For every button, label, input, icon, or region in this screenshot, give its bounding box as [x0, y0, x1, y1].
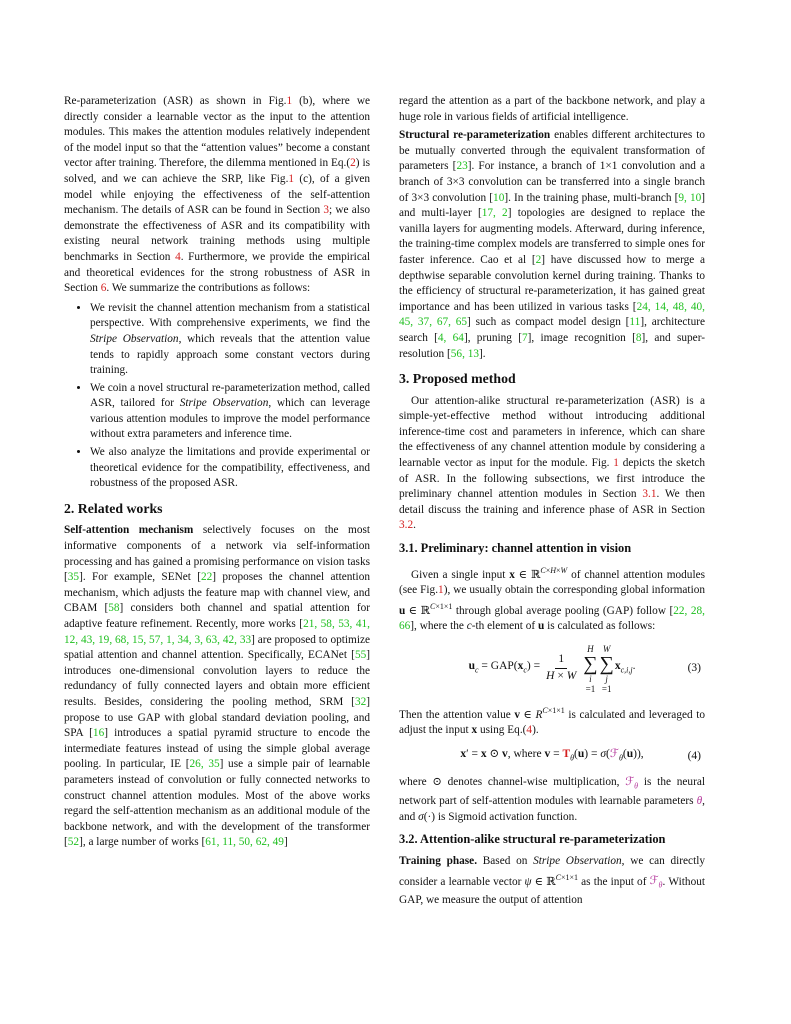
- structural-reparam-paragraph: Structural re-parameterization enables different architectures to be mutually converted through the equivalent transformation of parameters [23]. For instance, a branch of 1×1 convolution and a branch of 3×3 convolution can be transferred into a single branch of 3×3 convolution [10]. In the training phase, multi-branch [9, 10] and multi-layer [17, 2] topologies are designed to replace the vanilla layers for augmenting models. Afterward, during inference, the training-time complex models are transferred to simple ones for faster inference. Cao et al [2] have discussed how to merge a depthwise separable convolution kernel during training. Thanks to the efficiency of structural re-parameterization, it has gained great importance and has been utilized in various tasks [24, 14, 48, 40, 45, 37, 67, 65] such as compact model design [11], architecture search [4, 64], pruning [7], image recognition [8], and super-resolution [56, 13].: [399, 129, 706, 360]
- intro-paragraph: Re-parameterization (ASR) as shown in Fig.1 (b), where we directly consider a learnable vector as the input to the attention modules. This makes the attention modules relatively independent of the model input so that the “attention values” become a constant vector after training. Therefore, the dilemma mentioned in Eq.(2) is solved, and we can achieve the SRP, like Fig.1 (c), of a given model while enjoying the effectiveness of the self-attention mechanism. The details of ASR can be found in Section 3; we also demonstrate the effectiveness of ASR and its compatibility with existing neural network training methods using multiple benchmarks in Section 4. Furthermore, we provide the empirical and theoretical evidences for the strong robustness of ASR in Section 6. We summarize the contributions as follows:: [64, 95, 371, 295]
- subsection-heading-3-2: 3.2. Attention-alike structural re-parameterization: [399, 832, 666, 847]
- after-eq3-paragraph: Then the attention value v ∈ $R^{C\times 1\times 1}$ is calculated and leveraged to adjust the input x using Eq.(4).: [399, 705, 706, 736]
- after-eq4-paragraph: where ⊙ denotes channel-wise multiplication, ℱ$_\theta$ is the neural network part of self-attention modules with learnable parameters θ, and σ(·) is Sigmoid activation function.: [399, 776, 705, 823]
- self-attention-paragraph: Self-attention mechanism selectively focuses on the most informative components of a network via self-information processing and has gained a promising performance on vision tasks [35]. For example, SENet [22] proposes the channel attention mechanism, which adjusts the feature map with channel view, and CBAM [58] considers both channel and spatial attention for adaptive feature refinement. Recently, more works [21, 58, 53, 41, 12, 43, 19, 68, 15, 57, 1, 34, 3, 63, 42, 33] are proposed to optimize spatial attention and channel attention. Specifically, ECANet [55] introduces one-dimensional convolution layers to reduce the redundancy of fully connected layers and obtain more efficient results. Besides, considering the pooling method, SRM [32] propose to use GAP with global standard deviation pooling, and SPA [16] introduces a spatial pyramid structure to encode the intermediate features instead of using the simple global average pooling. In particular, IE [26, 35] use a simple pair of learnable parameters instead of convolution or fully connected networks to construct channel attention modules. Most of the above works regard the self-attention mechanism as an additional module of the backbone network, and with the development of the transformer [52], a large number of works [61, 11, 50, 62, 49]: [64, 524, 370, 849]
- list-item: • We also analyze the limitations and provide experimental or theoretical evidence for the compatibility, effectiveness, and robustness of the proposed ASR.: [90, 445, 370, 492]
- continuation-paragraph: regard the attention as a part of the backbone network, and play a huge role in various fields of artificial intelligence.: [399, 95, 705, 123]
- list-item: • We coin a novel structural re-parameterization method, called ASR, tailored for Stripe Observation, which can leverage various attention modules to improve the model performance without extra parameters and inference time.: [90, 381, 370, 443]
- list-item: • We revisit the channel attention mechanism from a statistical perspective. With comprehensive experiments, we find the Stripe Observation, which reveals that the attention value tends to rapidly approach some constant vectors during training.: [90, 301, 370, 379]
- contributions-list: [64, 301, 370, 492]
- section-heading-related-works: 2. Related works: [64, 500, 163, 516]
- equation-number: (4): [687, 750, 701, 763]
- right-column: [399, 94, 705, 912]
- method-paragraph: Our attention-alike structural re-parameterization (ASR) is a simple-yet-effective method without introducing additional inference-time cost and parameters in inference, which can share the effectiveness of any channel attention module by considering a learnable vector as input for the module. Fig. 1 depicts the sketch of ASR. In the following subsections, we first introduce the preliminary channel attention modules in Section 3.1. We then detail discuss the training and inference phase of ASR in Section 3.2.: [399, 394, 705, 532]
- equation-3: $u_c = GAP(x_c)$ = $\frac{1}{H \times W}$ H ∑ i =1 W ∑ j =1 $x_{c,i,j}$. (3): [468, 643, 701, 694]
- equation-number: (3): [687, 661, 701, 674]
- section-heading-proposed-method: 3. Proposed method: [399, 371, 516, 387]
- subsection-heading-3-1: 3.1. Preliminary: channel attention in vision: [399, 541, 632, 556]
- preliminary-paragraph: Given a single input x ∈ ℝ$^{C\times H\times W}$ of channel attention modules (see Fig.1), we usually obtain the corresponding global information u ∈ ℝ$^{C\times 1\times 1}$ through global average pooling (GAP) follow [22, 28, 66], where the c-th element of u is calculated as follows:: [399, 565, 706, 632]
- training-phase-paragraph: Training phase. Based on Stripe Observation, we can directly consider a learnable vector ψ ∈ ℝ$^{C\times 1\times 1}$ as the input of ℱ$_\theta$. Without GAP, we measure the output of attention: [399, 855, 706, 907]
- left-column: [64, 94, 370, 854]
- equation-4: x′ = x ⊙ v, where $v = T_\theta(u)$ = σ(ℱ$_\theta$(u)), (4): [460, 748, 701, 763]
